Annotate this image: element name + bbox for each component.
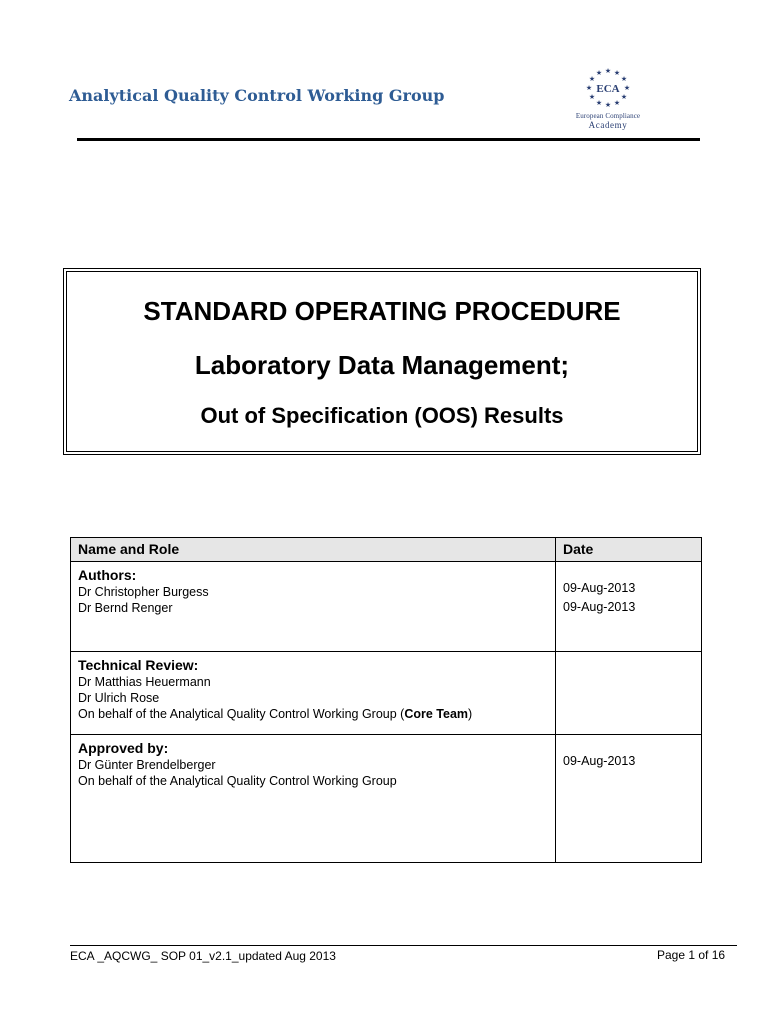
- svg-text:★: ★: [595, 100, 603, 107]
- review-note: [78, 706, 548, 722]
- svg-text:★: ★: [613, 100, 621, 107]
- logo-line2: Academy: [588, 120, 628, 130]
- doc-subject-title: Laboratory Data Management;: [194, 350, 570, 380]
- svg-text:★: ★: [595, 70, 603, 77]
- header-name-role: Name and Role: [71, 538, 556, 562]
- doc-topic-title: Out of Specification (OOS) Results: [200, 403, 564, 428]
- table-row-approved: [71, 735, 702, 863]
- svg-text:★: ★: [588, 94, 596, 101]
- svg-text:★: ★: [623, 85, 631, 92]
- logo-abbrev: ECA: [596, 83, 620, 95]
- review-note-bold: Core Team: [404, 707, 469, 721]
- author-1-date: 09-Aug-2013: [563, 581, 636, 595]
- review-date-cell: [556, 652, 702, 735]
- review-note-suffix: ): [468, 707, 473, 721]
- approver-note: On behalf of the Analytical Quality Control Working Group: [78, 774, 397, 788]
- review-heading: Technical Review:: [78, 657, 199, 673]
- author-2-date: 09-Aug-2013: [563, 600, 636, 614]
- doc-type-title: STANDARD OPERATING PROCEDURE: [143, 296, 621, 326]
- approver-1: Dr Günter Brendelberger: [78, 758, 216, 772]
- approver-1-date: 09-Aug-2013: [563, 754, 636, 768]
- table-row-authors: [71, 562, 702, 652]
- approval-table: [70, 537, 702, 863]
- approved-date-cell: [556, 735, 702, 863]
- author-2: Dr Bernd Renger: [78, 601, 173, 615]
- table-row-review: [71, 652, 702, 735]
- svg-text:★: ★: [620, 94, 628, 101]
- reviewer-2: Dr Ulrich Rose: [78, 691, 160, 705]
- approved-cell: [71, 735, 556, 863]
- svg-text:★: ★: [588, 76, 596, 83]
- footer-rule: [70, 945, 737, 946]
- header-date: Date: [556, 538, 702, 562]
- review-note-prefix: On behalf of the Analytical Quality Control Working Group (: [78, 707, 405, 721]
- author-1: Dr Christopher Burgess: [78, 585, 209, 599]
- authors-heading: Authors:: [78, 567, 137, 583]
- footer-doc-id: ECA _AQCWG_ SOP 01_v2.1_updated Aug 2013: [70, 949, 336, 963]
- table-header-row: [71, 538, 702, 562]
- svg-text:★: ★: [620, 76, 628, 83]
- logo-caption: [562, 112, 654, 130]
- footer-page-number: Page 1 of 16: [657, 948, 726, 962]
- svg-text:★: ★: [613, 70, 621, 77]
- svg-text:★: ★: [604, 68, 612, 75]
- authors-cell: [71, 562, 556, 652]
- svg-text:★: ★: [585, 85, 593, 92]
- svg-text:★: ★: [604, 102, 612, 109]
- reviewer-1: Dr Matthias Heuermann: [78, 675, 211, 689]
- header-rule: [77, 138, 700, 141]
- review-cell: [71, 652, 556, 735]
- title-box: [66, 271, 698, 452]
- logo-line1: European Compliance: [575, 112, 641, 120]
- approved-heading: Approved by:: [78, 740, 169, 756]
- authors-date-cell: [556, 562, 702, 652]
- header-title: Analytical Quality Control Working Group: [69, 86, 445, 105]
